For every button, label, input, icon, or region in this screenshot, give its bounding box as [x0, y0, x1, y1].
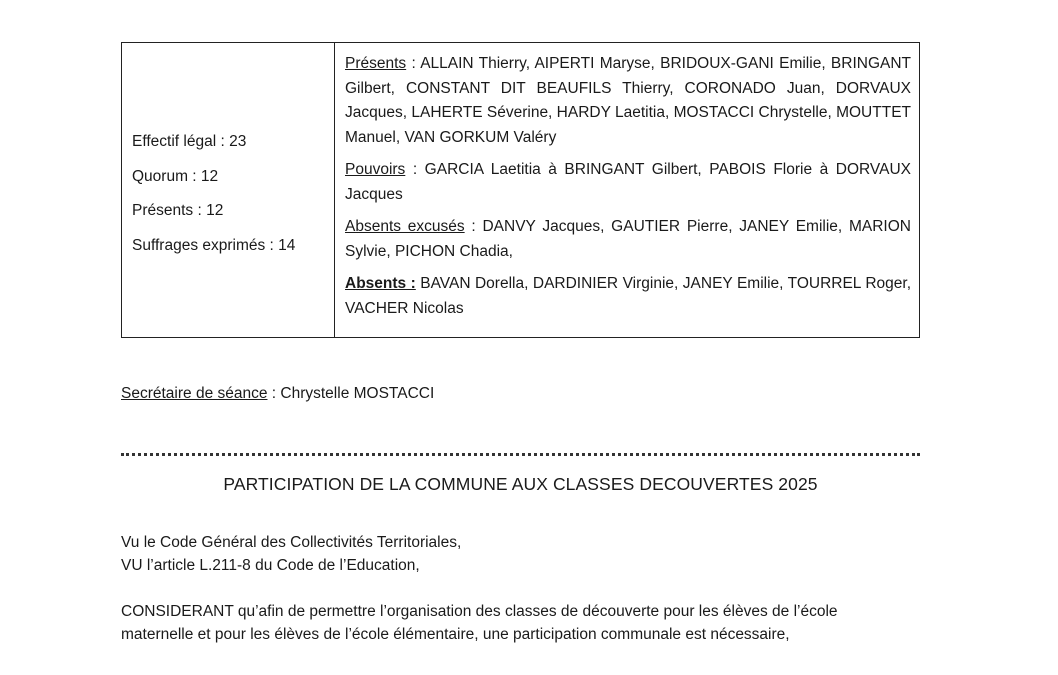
code-reference: Vu le Code Général des Collectivités Territoriales, [121, 534, 462, 551]
presents-list: : ALLAIN Thierry, AIPERTI Maryse, BRIDOUX-GANI Emilie, BRINGANT Gilbert, CONSTANT DIT BEAUFILS Thierry, CORONADO Juan, DORVAUX Jacques, LAHERTE Séverine, HARDY Laetitia, MOSTACCI Chrystelle, MOUTTET Manuel, VAN GORKUM Valéry [345, 55, 911, 146]
absents-label: Absents : [345, 275, 416, 292]
legal-references [121, 532, 911, 577]
attendance-table [121, 42, 920, 338]
absents-excuses-list: : DANVY Jacques, GAUTIER Pierre, JANEY Emilie, MARION Sylvie, PICHON Chadia, [345, 218, 911, 260]
secretary-line [121, 385, 434, 403]
considerant-paragraph: CONSIDERANT qu’afin de permettre l’organisation des classes de découverte pour les élèves de l’école maternelle et pour les élèves de l’école élémentaire, une participation communale est nécessaire, [121, 603, 838, 643]
absents-list: BAVAN Dorella, DARDINIER Virginie, JANEY Emilie, TOURREL Roger, VACHER Nicolas [345, 275, 911, 317]
presents-paragraph [345, 52, 911, 150]
suffrages-exprimes: Suffrages exprimés : 14 [132, 236, 296, 254]
pouvoirs-label: Pouvoirs [345, 161, 406, 178]
secretary-value: : Chrystelle MOSTACCI [267, 385, 435, 402]
pouvoirs-paragraph [345, 158, 911, 207]
article-reference: VU l’article L.211-8 du Code de l’Education, [121, 556, 420, 574]
secretary-label: Secrétaire de séance [121, 385, 268, 402]
dotted-separator [121, 453, 920, 456]
stats-column [122, 43, 335, 337]
presents-count: Présents : 12 [132, 202, 224, 219]
deliberation-title: PARTICIPATION DE LA COMMUNE AUX CLASSES DECOUVERTES 2025 [223, 474, 818, 494]
absents-excuses-paragraph [345, 215, 911, 264]
absents-excuses-label: Absents excusés [345, 218, 465, 235]
absents-paragraph [345, 272, 911, 321]
members-column [335, 43, 919, 337]
presents-label: Présents [345, 55, 407, 72]
deliberation-body [121, 532, 911, 670]
pouvoirs-list: : GARCIA Laetitia à BRINGANT Gilbert, PABOIS Florie à DORVAUX Jacques [345, 161, 911, 203]
quorum: Quorum : 12 [132, 167, 219, 185]
effectif-legal: Effectif légal : 23 [132, 133, 247, 150]
